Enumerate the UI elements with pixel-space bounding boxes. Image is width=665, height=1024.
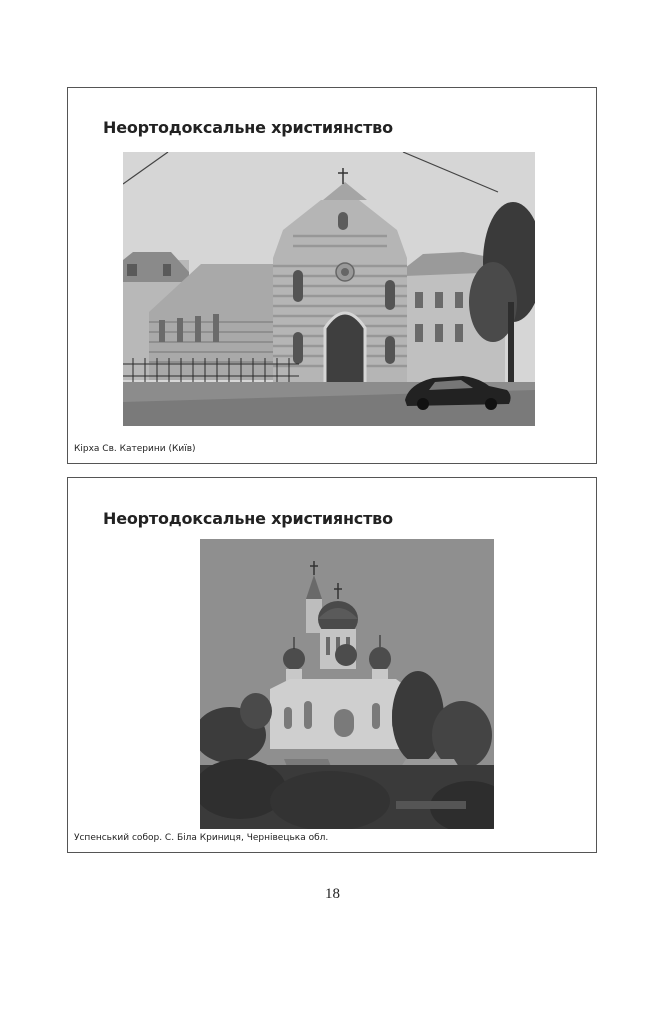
cathedral-photo [200, 539, 494, 829]
slide-1 [67, 87, 597, 464]
slide-title: Неортодоксальне християнство [103, 118, 393, 137]
slide-title: Неортодоксальне християнство [103, 509, 393, 528]
page-number: 18 [325, 886, 340, 902]
slide-caption: Кірха Св. Катерини (Київ) [74, 444, 196, 454]
church-photo [123, 152, 535, 426]
slide-2 [67, 477, 597, 853]
slide-caption: Успенський собор. С. Біла Криниця, Чернівецька обл. [74, 833, 329, 843]
